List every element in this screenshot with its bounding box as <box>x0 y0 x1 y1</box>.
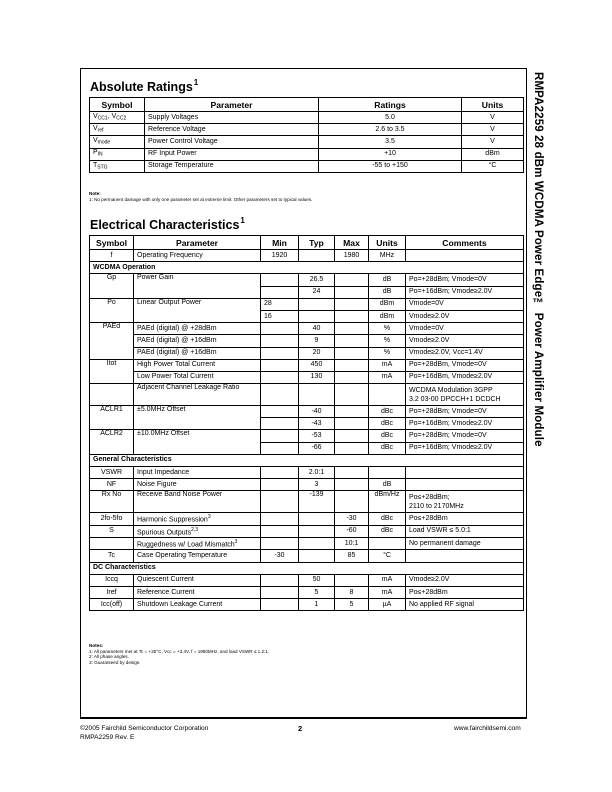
min-cell <box>261 371 299 383</box>
typ-cell: 450 <box>299 359 335 371</box>
max-cell: 85 <box>335 550 369 562</box>
unit-cell: dBm/Hz <box>369 491 406 513</box>
symbol-cell: Iref <box>90 586 134 598</box>
unit-cell: dBc <box>369 406 406 418</box>
symbol-cell: $V_{ref}$ <box>90 124 145 136</box>
min-cell <box>261 491 299 513</box>
unit-cell: µA <box>369 599 406 611</box>
col-typ: Typ <box>299 236 335 250</box>
typ-cell: 40 <box>299 323 335 335</box>
table-row <box>90 274 524 286</box>
unit-cell <box>369 384 406 406</box>
symbol-cell: Tc <box>90 550 134 562</box>
section-dc: DC Characteristics <box>90 562 524 574</box>
comment-cell: Po=+16dBm, Vmode≥2.0V <box>406 371 524 383</box>
unit-cell <box>369 467 406 479</box>
electrical-title: Electrical Characteristics <box>90 218 240 232</box>
typ-cell <box>299 384 335 406</box>
table-row <box>90 513 524 525</box>
max-cell <box>335 479 369 491</box>
symbol-cell: Rx No <box>90 491 134 513</box>
comment-cell: Po=+28dBm; Vmode=0V <box>406 406 524 418</box>
unit-cell: dB <box>369 286 406 298</box>
typ-cell: 20 <box>299 347 335 359</box>
table-row <box>90 574 524 586</box>
unit-cell: mA <box>369 574 406 586</box>
absolute-ratings-sup: 1 <box>193 78 199 87</box>
typ-cell <box>299 538 335 550</box>
unit-cell: dB <box>369 479 406 491</box>
unit-cell: V <box>462 124 524 136</box>
max-cell <box>335 274 369 286</box>
parameter-cell: Shutdown Leakage Current <box>134 599 261 611</box>
parameter-cell: Low Power Total Current <box>134 371 261 383</box>
unit-cell: V <box>462 136 524 148</box>
parameter-cell: PAEd (digital) @ +28dBm <box>134 323 261 335</box>
comment-cell: Po=+28dBm; Vmode=0V <box>406 430 524 442</box>
max-cell: 8 <box>335 586 369 598</box>
parameter-cell: Linear Output Power <box>134 298 261 322</box>
min-cell <box>261 418 299 430</box>
parameter-cell: Reference Current <box>134 586 261 598</box>
parameter-cell: Adjacent Channel Leakage Ratio <box>134 384 261 406</box>
parameter-cell: Operating Frequency <box>134 250 261 262</box>
unit-cell: dBc <box>369 418 406 430</box>
max-cell <box>335 430 369 442</box>
parameter-cell: Receive Band Noise Power <box>134 491 261 513</box>
table-row <box>90 586 524 598</box>
table-row <box>90 538 524 550</box>
table-row <box>90 124 524 136</box>
max-cell <box>335 574 369 586</box>
min-cell <box>261 347 299 359</box>
typ-cell: 5 <box>299 586 335 598</box>
unit-cell <box>369 538 406 550</box>
parameter-cell: Reference Voltage <box>145 124 319 136</box>
electrical-characteristics-table <box>89 235 524 611</box>
comment-cell: Po=+16dBm; Vmode≥2.0V <box>406 418 524 430</box>
unit-cell: °C <box>462 160 524 172</box>
typ-cell <box>299 550 335 562</box>
typ-cell <box>299 513 335 525</box>
max-cell <box>335 418 369 430</box>
max-cell: -60 <box>335 525 369 537</box>
table-row <box>90 160 524 172</box>
col-symbol: Symbol <box>90 98 145 112</box>
comment-cell: Vmode≥2.0V <box>406 574 524 586</box>
comment-cell: Po=+28dBm; Vmode=0V <box>406 274 524 286</box>
unit-cell: °C <box>369 550 406 562</box>
unit-cell: mA <box>369 359 406 371</box>
max-cell <box>335 384 369 406</box>
unit-cell: V <box>462 112 524 124</box>
min-cell: 16 <box>261 310 299 322</box>
parameter-cell: Power Gain <box>134 274 261 298</box>
comment-cell: Vmode≥2.0V, Vcc=1.4V <box>406 347 524 359</box>
document-title: RMPA2259 28 dBm WCDMA Power Edge™ Power Amplifier Module <box>532 72 544 447</box>
footer-url[interactable]: www.fairchildsemi.com <box>454 725 521 732</box>
symbol-cell: Iccq <box>90 574 134 586</box>
symbol-cell: $P_{IN}$ <box>90 148 145 160</box>
max-cell: -30 <box>335 513 369 525</box>
col-units: Units <box>462 98 524 112</box>
parameter-cell: Supply Voltages <box>145 112 319 124</box>
max-cell <box>335 406 369 418</box>
min-cell <box>261 384 299 406</box>
symbol-cell: Po <box>90 298 134 322</box>
parameter-cell: Case Operating Temperature <box>134 550 261 562</box>
comment-cell: Po=+28dBm, Vmode=0V <box>406 359 524 371</box>
note-label: Note: <box>89 191 101 196</box>
rating-cell: 5.0 <box>319 112 462 124</box>
max-cell <box>335 442 369 454</box>
min-cell: 1920 <box>261 250 299 262</box>
notes-label: Notes: <box>89 643 104 648</box>
parameter-cell: RF Input Power <box>145 148 319 160</box>
unit-cell: % <box>369 323 406 335</box>
comment-cell <box>406 467 524 479</box>
footer-divider <box>80 718 527 719</box>
comment-cell <box>406 250 524 262</box>
table-row <box>90 491 524 513</box>
max-cell: 5 <box>335 599 369 611</box>
typ-cell: -40 <box>299 406 335 418</box>
section-general: General Characteristics <box>90 454 524 466</box>
electrical-sup: 1 <box>240 216 245 225</box>
typ-cell: 50 <box>299 574 335 586</box>
typ-cell: 24 <box>299 286 335 298</box>
rating-cell: 3.5 <box>319 136 462 148</box>
absolute-ratings-table <box>89 97 524 173</box>
comment-cell: Po≤+28dBm <box>406 513 524 525</box>
electrical-notes <box>89 643 269 665</box>
table-row <box>90 467 524 479</box>
absolute-ratings-heading <box>90 78 198 94</box>
comment-cell: Load VSWR ≤ 5.0:1 <box>406 525 524 537</box>
col-parameter: Parameter <box>134 236 261 250</box>
section-row <box>90 562 524 574</box>
unit-cell: % <box>369 347 406 359</box>
parameter-cell: PAEd (digital) @ +16dBm <box>134 347 261 359</box>
symbol-cell: NF <box>90 479 134 491</box>
symbol-cell: VSWR <box>90 467 134 479</box>
min-cell <box>261 274 299 286</box>
table-row <box>90 347 524 359</box>
note-3: 3: Guaranteed by design. <box>89 659 141 665</box>
col-ratings: Ratings <box>319 98 462 112</box>
symbol-cell: $T_{STG}$ <box>90 160 145 172</box>
parameter-cell: ±10.0MHz Offset <box>134 430 261 454</box>
table-row <box>90 335 524 347</box>
parameter-cell: High Power Total Current <box>134 359 261 371</box>
unit-cell: dBm <box>462 148 524 160</box>
parameter-cell: Ruggedness w/ Load Mismatch$^3$ <box>134 538 261 550</box>
parameter-cell: Harmonic Suppression$^3$ <box>134 513 261 525</box>
parameter-cell: Storage Temperature <box>145 160 319 172</box>
min-cell <box>261 359 299 371</box>
electrical-characteristics-heading <box>90 216 245 232</box>
col-max: Max <box>335 236 369 250</box>
symbol-cell: 2fo-5fo <box>90 513 134 525</box>
unit-cell: % <box>369 335 406 347</box>
min-cell <box>261 442 299 454</box>
symbol-cell: $V_{mode}$ <box>90 136 145 148</box>
unit-cell: mA <box>369 586 406 598</box>
comment-cell <box>406 479 524 491</box>
min-cell <box>261 513 299 525</box>
absolute-ratings-note <box>89 191 312 202</box>
comment-cell: Po≤+28dBm <box>406 586 524 598</box>
typ-cell: -66 <box>299 442 335 454</box>
table-row <box>90 430 524 442</box>
rating-cell: +10 <box>319 148 462 160</box>
section-row <box>90 262 524 274</box>
min-cell <box>261 479 299 491</box>
col-symbol: Symbol <box>90 236 134 250</box>
section-wcdma: WCDMA Operation <box>90 262 524 274</box>
parameter-cell: Power Control Voltage <box>145 136 319 148</box>
max-cell: 10:1 <box>335 538 369 550</box>
min-cell <box>261 599 299 611</box>
typ-cell: -53 <box>299 430 335 442</box>
max-cell <box>335 298 369 310</box>
comment-cell: Vmode=0V <box>406 323 524 335</box>
min-cell <box>261 335 299 347</box>
symbol-cell: Icc(off) <box>90 599 134 611</box>
typ-cell: 9 <box>299 335 335 347</box>
symbol-cell: Itot <box>90 359 134 383</box>
typ-cell <box>299 298 335 310</box>
min-cell <box>261 574 299 586</box>
parameter-cell: PAEd (digital) @ +16dBm <box>134 335 261 347</box>
col-units: Units <box>369 236 406 250</box>
table-header-row <box>90 236 524 250</box>
parameter-cell: Input Impedance <box>134 467 261 479</box>
absolute-ratings-title: Absolute Ratings <box>90 80 193 94</box>
unit-cell: dBc <box>369 430 406 442</box>
comment-cell: Vmode=0V <box>406 298 524 310</box>
typ-cell: 2.0:1 <box>299 467 335 479</box>
table-row <box>90 148 524 160</box>
typ-cell: -43 <box>299 418 335 430</box>
unit-cell: dBc <box>369 513 406 525</box>
symbol-cell: Gp <box>90 274 134 298</box>
max-cell <box>335 491 369 513</box>
symbol-cell <box>90 384 134 406</box>
typ-cell: 26.5 <box>299 274 335 286</box>
typ-cell <box>299 525 335 537</box>
table-row <box>90 112 524 124</box>
footer-copyright: ©2005 Fairchild Semiconductor Corporation <box>80 725 209 732</box>
symbol-cell <box>90 538 134 550</box>
min-cell <box>261 406 299 418</box>
min-cell <box>261 586 299 598</box>
rating-cell: 2.6 to 3.5 <box>319 124 462 136</box>
max-cell <box>335 467 369 479</box>
unit-cell: mA <box>369 371 406 383</box>
min-cell <box>261 286 299 298</box>
typ-cell: 3 <box>299 479 335 491</box>
comment-cell <box>406 550 524 562</box>
unit-cell: dBm <box>369 298 406 310</box>
max-cell <box>335 359 369 371</box>
table-row <box>90 550 524 562</box>
min-cell <box>261 323 299 335</box>
table-row <box>90 384 524 406</box>
typ-cell: 1 <box>299 599 335 611</box>
max-cell <box>335 371 369 383</box>
comment-cell: No applied RF signal <box>406 599 524 611</box>
max-cell <box>335 310 369 322</box>
parameter-cell: Quiescent Current <box>134 574 261 586</box>
parameter-cell: Noise Figure <box>134 479 261 491</box>
footer-revision: RMPA2259 Rev. E <box>80 734 135 741</box>
typ-cell <box>299 250 335 262</box>
max-cell <box>335 335 369 347</box>
unit-cell: dBm <box>369 310 406 322</box>
typ-cell: -139 <box>299 491 335 513</box>
unit-cell: dB <box>369 274 406 286</box>
table-row <box>90 599 524 611</box>
note-text: 1: No permanent damage with only one parameter set at extreme limit. Other parameters set to typical values. <box>89 196 313 202</box>
comment-cell: Po=+16dBm; Vmode≥2.0V <box>406 286 524 298</box>
symbol-cell: S <box>90 525 134 537</box>
note-2: 2: All phase angles. <box>89 654 129 660</box>
min-cell <box>261 538 299 550</box>
symbol-cell: PAEd <box>90 323 134 360</box>
unit-cell: dBc <box>369 525 406 537</box>
typ-cell: 130 <box>299 371 335 383</box>
min-cell: 28 <box>261 298 299 310</box>
table-row <box>90 479 524 491</box>
table-row <box>90 359 524 371</box>
min-cell: -30 <box>261 550 299 562</box>
rating-cell: -55 to +150 <box>319 160 462 172</box>
table-row <box>90 525 524 537</box>
table-row <box>90 298 524 310</box>
col-parameter: Parameter <box>145 98 319 112</box>
section-row <box>90 454 524 466</box>
table-header-row <box>90 98 524 112</box>
table-row <box>90 250 524 262</box>
comment-cell: Vmode≥2.0V <box>406 310 524 322</box>
comment-cell: WCDMA Modulation 3GPP 3.2 03-00 DPCCH+1 DCDCH <box>406 384 524 406</box>
comment-cell: Po=+16dBm; Vmode≥2.0V <box>406 442 524 454</box>
max-cell <box>335 286 369 298</box>
comment-cell: Vmode≥2.0V <box>406 335 524 347</box>
note-1: 1: All parameters met at Tc = +25°C, Vcc = +3.4V, f = 1950MHz, and load VSWR ≤ 1.2:1. <box>89 648 270 654</box>
typ-cell <box>299 310 335 322</box>
max-cell <box>335 323 369 335</box>
parameter-cell: Spurious Outputs$^{2,3}$ <box>134 525 261 537</box>
symbol-cell: $V_{CC1}$, $V_{CC2}$ <box>90 112 145 124</box>
parameter-cell: ±5.0MHz Offset <box>134 406 261 430</box>
min-cell <box>261 430 299 442</box>
comment-cell: Po≤+28dBm; 2110 to 2170MHz <box>406 491 524 513</box>
comment-cell: No permanent damage <box>406 538 524 550</box>
col-min: Min <box>261 236 299 250</box>
table-row <box>90 136 524 148</box>
max-cell <box>335 347 369 359</box>
col-comments: Comments <box>406 236 524 250</box>
symbol-cell: ACLR2 <box>90 430 134 454</box>
table-row <box>90 371 524 383</box>
page-number: 2 <box>298 724 303 733</box>
min-cell <box>261 525 299 537</box>
min-cell <box>261 467 299 479</box>
unit-cell: MHz <box>369 250 406 262</box>
table-row <box>90 323 524 335</box>
symbol-cell: ACLR1 <box>90 406 134 430</box>
table-row <box>90 406 524 418</box>
symbol-cell: f <box>90 250 134 262</box>
unit-cell: dBc <box>369 442 406 454</box>
max-cell: 1980 <box>335 250 369 262</box>
